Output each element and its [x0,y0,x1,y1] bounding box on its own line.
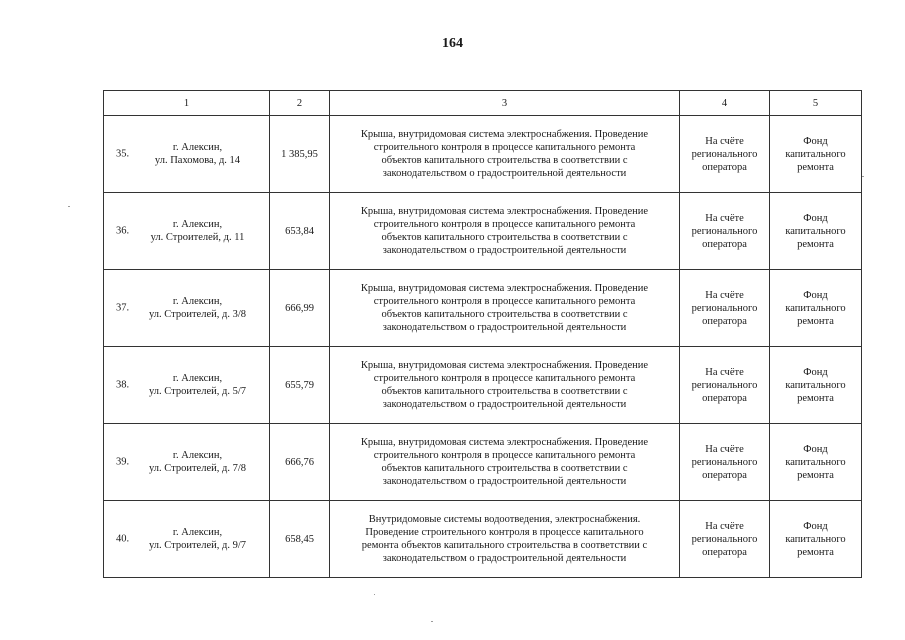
table-row-37 [104,270,862,347]
scan-speck [374,594,375,595]
account-line: На счёте [705,366,744,378]
account-line: На счёте [705,443,744,455]
account-line: регионального [691,302,758,314]
work-description-cell [330,193,680,270]
desc-line: объектов капитального строительства в соответствии с [381,232,628,243]
account-line: оператора [702,161,747,173]
fund-line: капитального [785,302,846,314]
table-row-39 [104,424,862,501]
address-street: ул. Строителей, д. 3/8 [148,309,246,320]
desc-line: законодательством о градостроительной деятельности [382,168,627,179]
area-cell: 655,79 [270,347,330,424]
row-number: 38. [116,379,130,391]
repair-table [103,90,862,578]
account-line: оператора [702,392,747,404]
address-city: г. Алексин, [172,142,223,153]
account-method-cell [680,193,770,270]
column-number-3: 3 [330,91,680,116]
desc-line: Крыша, внутридомовая система электроснабжения. Проведение [360,437,649,448]
account-method-cell [680,347,770,424]
desc-line: законодательством о градостроительной деятельности [382,322,627,333]
desc-line: строительного контроля в процессе капитального ремонта [373,142,636,153]
fund-line: Фонд [803,212,828,224]
fund-line: капитального [785,379,846,391]
fund-line: ремонта [797,238,834,250]
table-row-40 [104,501,862,578]
desc-line: ремонта объектов капитального строительства в соответствии с [361,540,648,551]
work-description-cell [330,116,680,193]
area-cell: 658,45 [270,501,330,578]
area-cell: 1 385,95 [270,116,330,193]
desc-line: законодательством о градостроительной деятельности [382,476,627,487]
fund-line: ремонта [797,546,834,558]
funding-source-cell [770,501,862,578]
page-number: 164 [442,36,463,51]
address-cell [104,424,270,501]
account-line: оператора [702,315,747,327]
address-street: ул. Строителей, д. 11 [150,232,245,243]
fund-line: Фонд [803,520,828,532]
desc-line: законодательством о градостроительной деятельности [382,553,627,564]
account-line: оператора [702,469,747,481]
desc-line: строительного контроля в процессе капитального ремонта [373,296,636,307]
desc-line: законодательством о градостроительной деятельности [382,245,627,256]
fund-line: ремонта [797,392,834,404]
row-number: 36. [116,225,130,237]
column-number-2: 2 [270,91,330,116]
desc-line: Внутридомовые системы водоотведения, электроснабжения. [368,514,641,525]
address-cell [104,116,270,193]
desc-line: строительного контроля в процессе капитального ремонта [373,373,636,384]
account-line: регионального [691,456,758,468]
account-line: На счёте [705,212,744,224]
account-line: регионального [691,225,758,237]
column-number-row [104,91,862,116]
table-row-36 [104,193,862,270]
area-cell: 666,99 [270,270,330,347]
account-line: оператора [702,238,747,250]
address-street: ул. Строителей, д. 5/7 [148,386,246,397]
address-city: г. Алексин, [172,219,223,230]
desc-line: строительного контроля в процессе капитального ремонта [373,219,636,230]
area-cell: 666,76 [270,424,330,501]
address-cell [104,347,270,424]
address-city: г. Алексин, [172,450,223,461]
fund-line: Фонд [803,366,828,378]
row-number: 37. [116,302,130,314]
address-city: г. Алексин, [172,373,223,384]
address-street: ул. Строителей, д. 7/8 [148,463,246,474]
account-line: регионального [691,379,758,391]
account-line: регионального [691,533,758,545]
fund-line: капитального [785,225,846,237]
desc-line: Крыша, внутридомовая система электроснабжения. Проведение [360,129,649,140]
desc-line: Крыша, внутридомовая система электроснабжения. Проведение [360,360,649,371]
address-cell [104,270,270,347]
fund-line: Фонд [803,443,828,455]
account-method-cell [680,116,770,193]
row-number: 39. [116,456,130,468]
account-line: На счёте [705,135,744,147]
column-number-4: 4 [680,91,770,116]
account-line: На счёте [705,289,744,301]
work-description-cell [330,347,680,424]
area-cell: 653,84 [270,193,330,270]
account-method-cell [680,270,770,347]
work-description-cell [330,270,680,347]
fund-line: капитального [785,148,846,160]
table-row-38 [104,347,862,424]
desc-line: объектов капитального строительства в соответствии с [381,386,628,397]
desc-line: Крыша, внутридомовая система электроснабжения. Проведение [360,283,649,294]
scan-speck [431,621,433,622]
desc-line: Крыша, внутридомовая система электроснабжения. Проведение [360,206,649,217]
fund-line: Фонд [803,135,828,147]
desc-line: строительного контроля в процессе капитального ремонта [373,450,636,461]
work-description-cell [330,424,680,501]
address-street: ул. Строителей, д. 9/7 [148,540,246,551]
fund-line: ремонта [797,469,834,481]
account-line: На счёте [705,520,744,532]
desc-line: объектов капитального строительства в соответствии с [381,309,628,320]
desc-line: Проведение строительного контроля в процессе капитального [365,527,644,538]
table-row-35 [104,116,862,193]
funding-source-cell [770,116,862,193]
column-number-5: 5 [770,91,862,116]
fund-line: капитального [785,533,846,545]
column-number-1: 1 [104,91,270,116]
funding-source-cell [770,270,862,347]
account-line: регионального [691,148,758,160]
address-city: г. Алексин, [172,527,223,538]
scan-speck [862,176,864,177]
account-method-cell [680,501,770,578]
fund-line: ремонта [797,315,834,327]
row-number: 40. [116,533,130,545]
fund-line: капитального [785,456,846,468]
desc-line: объектов капитального строительства в соответствии с [381,155,628,166]
desc-line: законодательством о градостроительной деятельности [382,399,627,410]
funding-source-cell [770,193,862,270]
account-line: оператора [702,546,747,558]
address-cell [104,193,270,270]
fund-line: Фонд [803,289,828,301]
row-number: 35. [116,148,130,160]
account-method-cell [680,424,770,501]
scan-speck [68,206,70,207]
funding-source-cell [770,347,862,424]
fund-line: ремонта [797,161,834,173]
address-city: г. Алексин, [172,296,223,307]
address-cell [104,501,270,578]
funding-source-cell [770,424,862,501]
address-street: ул. Пахомова, д. 14 [154,155,241,166]
desc-line: объектов капитального строительства в соответствии с [381,463,628,474]
work-description-cell [330,501,680,578]
